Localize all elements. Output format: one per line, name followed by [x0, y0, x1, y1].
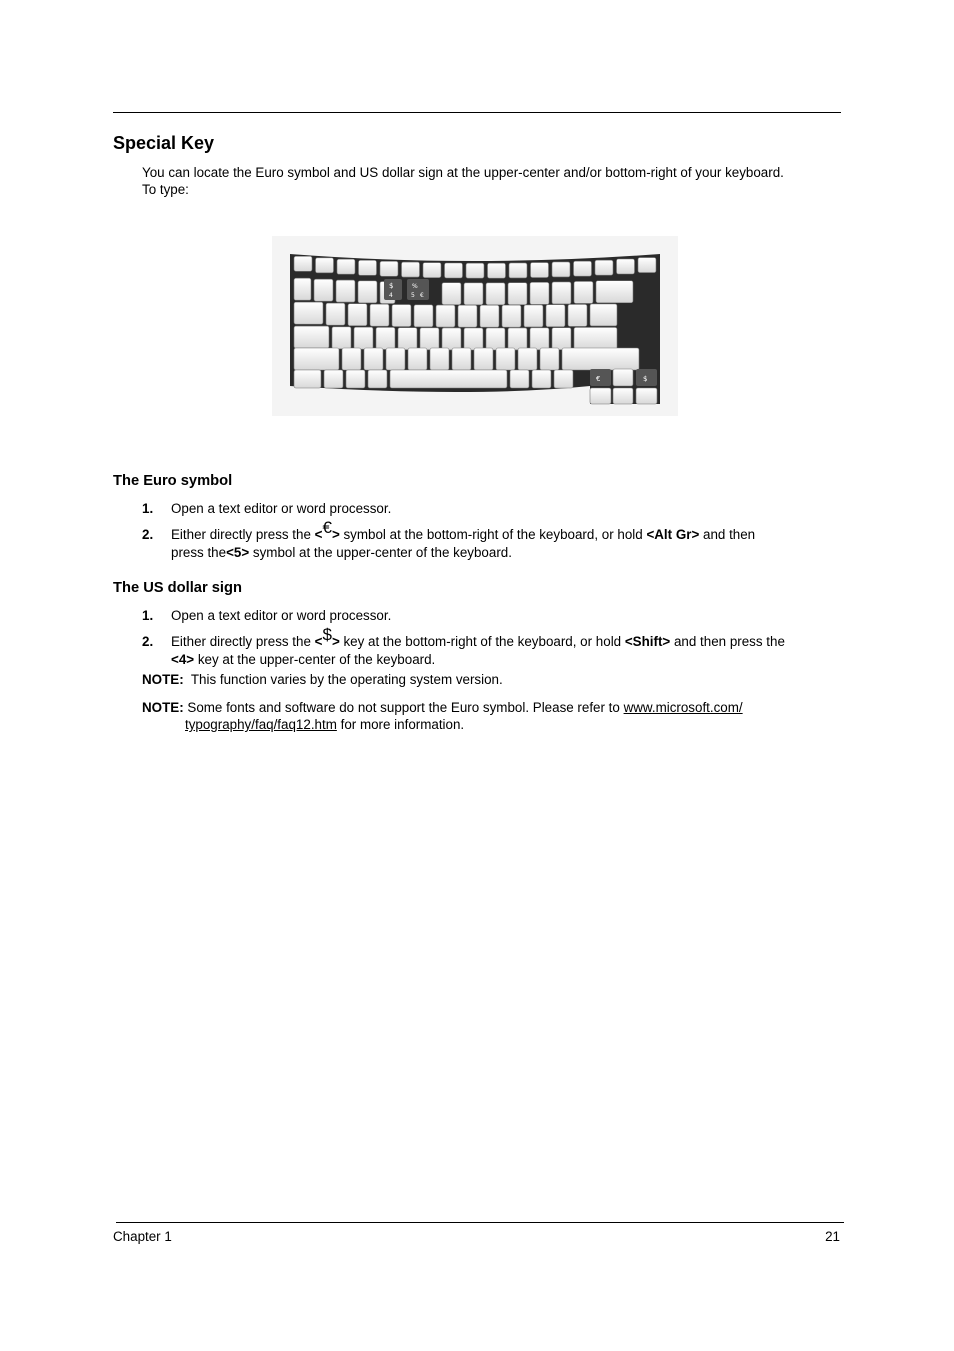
- keyboard-illustration: [272, 236, 678, 416]
- dollar-key: [636, 369, 657, 386]
- percent-5-key: [407, 279, 429, 300]
- step-text: Either directly press the <€> symbol at the bottom-right of the keyboard, or hold <Alt Gr> and then press the<5> symbol at the upper-center of the keyboard.: [171, 518, 756, 560]
- keyboard-key: [574, 281, 593, 303]
- keyboard-key: [354, 327, 373, 349]
- section-title: Special Key: [113, 133, 215, 153]
- footer-page-number: 21: [825, 1229, 840, 1244]
- keyboard-key: [590, 304, 617, 326]
- keyboard-key: [380, 261, 398, 276]
- keyboard-key: [458, 305, 477, 327]
- keyboard-key: [324, 370, 343, 388]
- intro-line-2: To type:: [142, 182, 189, 197]
- keyboard-key: [568, 304, 587, 326]
- note-label: NOTE:: [142, 672, 184, 687]
- svg-text:5: 5: [411, 292, 415, 299]
- euro-heading: The Euro symbol: [113, 473, 233, 489]
- step-number: 2.: [142, 634, 154, 649]
- keyboard-key: [316, 258, 334, 273]
- keyboard-key: [342, 348, 361, 370]
- keyboard-key: [392, 305, 411, 327]
- note-label: NOTE:: [142, 700, 184, 715]
- keyboard-key: [294, 302, 323, 324]
- note-os-version: [142, 671, 842, 688]
- keyboard-key: [370, 304, 389, 326]
- svg-text:$: $: [643, 375, 648, 383]
- keyboard-key: [510, 370, 529, 388]
- keyboard-key: [423, 263, 441, 278]
- keyboard-key: [442, 283, 461, 305]
- keyboard-key: [546, 305, 565, 327]
- footer-chapter: Chapter 1: [113, 1229, 172, 1244]
- dollar-4-key: [384, 279, 402, 300]
- step-number: 1.: [142, 608, 154, 623]
- dollar-symbol: $: [322, 625, 332, 644]
- svg-text:€: €: [596, 375, 601, 383]
- svg-text:€: €: [420, 292, 424, 299]
- keyboard-key: [402, 262, 420, 277]
- keyboard-key: [524, 305, 543, 327]
- keyboard-key: [452, 348, 471, 370]
- keyboard-key: [638, 258, 656, 273]
- keyboard-key: [390, 370, 507, 388]
- keyboard-key: [332, 327, 351, 349]
- keyboard-key: [294, 348, 339, 370]
- dollar-step-1: [142, 607, 842, 625]
- keyboard-key: [442, 328, 461, 350]
- keyboard-key: [636, 388, 657, 404]
- keyboard-key: [294, 326, 329, 348]
- keyboard-key: [590, 388, 611, 404]
- euro-step-1: [142, 500, 842, 518]
- keyboard-key: [554, 370, 573, 388]
- euro-key: [590, 369, 611, 386]
- keyboard-key: [466, 263, 484, 278]
- euro-step-2: [142, 518, 842, 561]
- footer-rule: [116, 1222, 844, 1223]
- keyboard-key: [368, 370, 387, 388]
- keyboard-key: [408, 348, 427, 370]
- svg-text:4: 4: [389, 292, 393, 299]
- note-fonts: NOTE: Some fonts and software do not support the Euro symbol. Please refer to www.microsoft.com/ typography/faq/faq12.htm for more information.: [142, 700, 743, 732]
- keyboard-key: [348, 304, 367, 326]
- keyboard-key: [486, 328, 505, 350]
- step-number: 1.: [142, 501, 154, 516]
- step-number: 2.: [142, 527, 154, 542]
- euro-symbol: €: [322, 518, 332, 537]
- keyboard-key: [540, 348, 559, 370]
- keyboard-key: [509, 263, 527, 278]
- keyboard-key: [574, 327, 617, 349]
- keyboard-key: [337, 259, 355, 274]
- keyboard-key: [508, 328, 527, 350]
- keyboard-key: [358, 281, 377, 303]
- dollar-step-2: [142, 625, 842, 668]
- svg-text:$: $: [389, 282, 394, 290]
- keyboard-key: [486, 283, 505, 305]
- keyboard-key: [552, 282, 571, 304]
- keyboard-key: [420, 328, 439, 350]
- keyboard-key: [474, 348, 493, 370]
- keyboard-key: [314, 279, 333, 301]
- intro-line-1: You can locate the Euro symbol and US dollar sign at the upper-center and/or bottom-right of your keyboard.: [142, 165, 784, 180]
- keyboard-key: [364, 348, 383, 370]
- keyboard-key: [326, 303, 345, 325]
- keyboard-key: [496, 348, 515, 370]
- keyboard-key: [359, 260, 377, 275]
- step-text: Open a text editor or word processor.: [171, 608, 392, 623]
- keyboard-key: [346, 370, 365, 388]
- microsoft-link[interactable]: www.microsoft.com/: [623, 700, 743, 715]
- dollar-heading: The US dollar sign: [113, 580, 242, 596]
- microsoft-link-continued[interactable]: typography/faq/faq12.htm: [185, 717, 337, 732]
- svg-text:%: %: [412, 283, 418, 290]
- keyboard-key: [294, 256, 312, 271]
- keyboard-key: [595, 260, 613, 275]
- note-text: Some fonts and software do not support the Euro symbol. Please refer to: [187, 700, 624, 715]
- keyboard-key: [445, 263, 463, 278]
- keyboard-key: [574, 261, 592, 276]
- keyboard-key: [488, 263, 506, 278]
- keyboard-key: [436, 305, 455, 327]
- keyboard-key: [530, 282, 549, 304]
- keyboard-key: [430, 348, 449, 370]
- keyboard-key: [613, 388, 633, 404]
- step-text: Open a text editor or word processor.: [171, 501, 392, 516]
- keyboard-key: [518, 348, 537, 370]
- intro-paragraph: [142, 164, 842, 198]
- keyboard-key: [532, 370, 551, 388]
- keyboard-key: [464, 283, 483, 305]
- keyboard-key: [480, 305, 499, 327]
- keyboard-key: [531, 263, 549, 278]
- keyboard-key: [294, 278, 311, 300]
- keyboard-key: [562, 348, 639, 370]
- keyboard-key: [613, 369, 633, 386]
- keyboard-key: [464, 328, 483, 350]
- keyboard-key: [596, 281, 633, 303]
- keyboard-key: [508, 283, 527, 305]
- keyboard-key: [530, 328, 549, 350]
- step-text: Either directly press the <$> key at the bottom-right of the keyboard, or hold <Shift> and then press the <4> key at the upper-center of the keyboard.: [171, 625, 785, 667]
- note-text: This function varies by the operating system version.: [190, 672, 503, 687]
- keyboard-key: [502, 305, 521, 327]
- keyboard-key: [552, 328, 571, 350]
- keyboard-key: [552, 262, 570, 277]
- keyboard-key: [386, 348, 405, 370]
- keyboard-key: [294, 370, 321, 388]
- keyboard-key: [617, 259, 635, 274]
- keyboard-key: [376, 327, 395, 349]
- keyboard-key: [398, 328, 417, 350]
- keyboard-key: [414, 305, 433, 327]
- header-rule: [113, 112, 841, 113]
- keyboard-key: [336, 280, 355, 302]
